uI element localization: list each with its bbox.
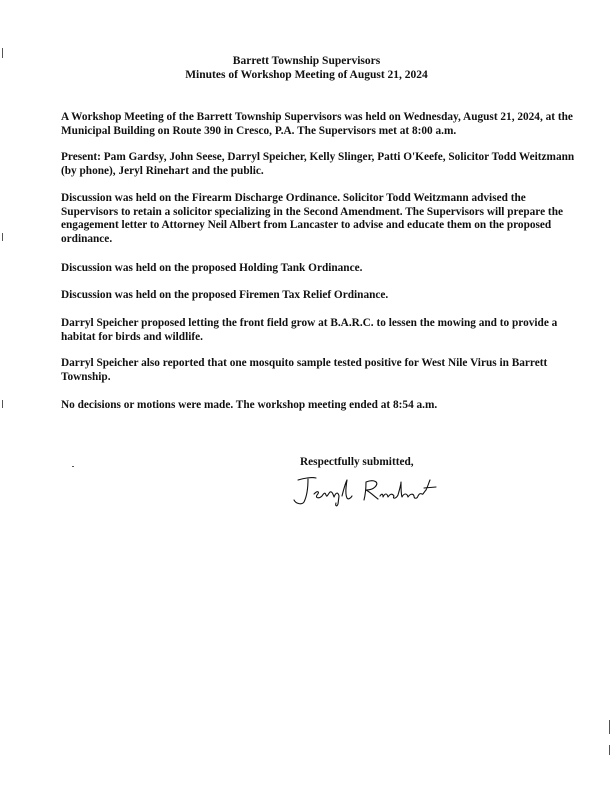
scan-mark [609,745,610,755]
paragraph-firemen-tax: Discussion was held on the proposed Firemen Tax Relief Ordinance. [61,289,389,301]
paragraph-front-field: Darryl Speicher proposed letting the front field grow at B.A.R.C. to lessen the mowing and to provide a habitat for birds and wildlife. [61,317,558,343]
closing-text: Respectfully submitted, [300,456,414,468]
paragraph-firearm-ordinance: Discussion was held on the Firearm Discharge Ordinance. Solicitor Todd Weitzmann advised the Supervisors to retain a solicitor specializing in the Second Amendment. The Supervisors will prepare the engagement letter to Attorney Neil Albert from Lancaster to advise and educate them on the proposed ordinance. [61,192,563,245]
scan-mark [2,48,3,58]
scan-mark [72,466,74,467]
paragraph-west-nile: Darryl Speicher also reported that one mosquito sample tested positive for West Nile Virus in Barrett Township. [61,357,548,383]
paragraph-meeting-intro: A Workshop Meeting of the Barrett Township Supervisors was held on Wednesday, August 21, 2024, at the Municipal Building on Route 390 in Cresco, P.A. The Supervisors met at 8:00 a.m. [61,111,573,137]
paragraph-attendees: Present: Pam Gardsy, John Seese, Darryl Speicher, Kelly Slinger, Patti O'Keefe, Solicitor Todd Weitzmann (by phone), Jeryl Rinehart and the public. [61,151,575,177]
document-subtitle: Minutes of Workshop Meeting of August 21, 2024 [185,69,428,81]
paragraph-holding-tank: Discussion was held on the proposed Holding Tank Ordinance. [61,262,363,274]
document-title: Barrett Township Supervisors [232,55,381,67]
scan-mark [2,233,3,241]
paragraph-adjournment: No decisions or motions were made. The workshop meeting ended at 8:54 a.m. [61,399,438,411]
handwritten-signature [290,470,450,510]
scan-mark [609,720,610,734]
scan-mark [2,400,3,408]
